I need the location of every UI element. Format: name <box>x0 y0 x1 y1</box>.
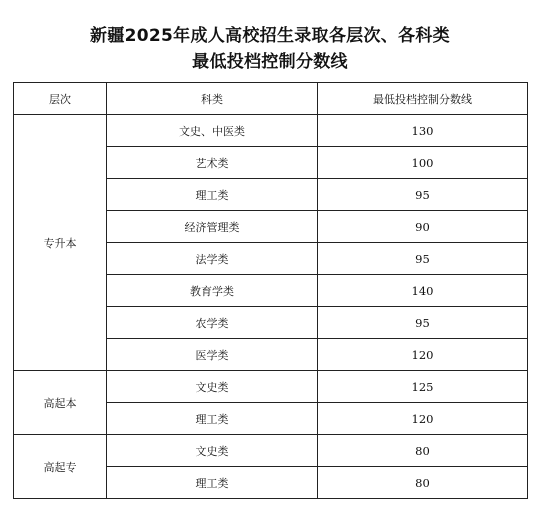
score-cell: 120 <box>318 403 528 435</box>
score-cell: 95 <box>318 243 528 275</box>
subject-cell: 法学类 <box>107 243 318 275</box>
score-cell: 80 <box>318 435 528 467</box>
table-row <box>14 115 528 147</box>
subject-cell: 教育学类 <box>107 275 318 307</box>
document-subtitle: 最低投档控制分数线 <box>192 52 348 72</box>
subject-cell: 文史类 <box>107 371 318 403</box>
score-cell: 120 <box>318 339 528 371</box>
table-row <box>14 371 528 403</box>
score-cell: 80 <box>318 467 528 499</box>
score-table <box>13 82 528 499</box>
subject-cell: 艺术类 <box>107 147 318 179</box>
document-title: 新疆2025年成人高校招生录取各层次、各科类 <box>90 26 450 46</box>
table-row <box>14 435 528 467</box>
score-cell: 95 <box>318 179 528 211</box>
level-cell: 高起本 <box>14 371 107 435</box>
score-cell: 90 <box>318 211 528 243</box>
subject-cell: 理工类 <box>107 403 318 435</box>
header-score: 最低投档控制分数线 <box>318 83 528 115</box>
table-header-row <box>14 83 528 115</box>
score-cell: 100 <box>318 147 528 179</box>
score-cell: 95 <box>318 307 528 339</box>
subject-cell: 理工类 <box>107 467 318 499</box>
subject-cell: 农学类 <box>107 307 318 339</box>
subject-cell: 理工类 <box>107 179 318 211</box>
subject-cell: 文史类 <box>107 435 318 467</box>
subject-cell: 医学类 <box>107 339 318 371</box>
score-cell: 130 <box>318 115 528 147</box>
subject-cell: 经济管理类 <box>107 211 318 243</box>
subject-cell: 文史、中医类 <box>107 115 318 147</box>
score-cell: 140 <box>318 275 528 307</box>
header-subject: 科类 <box>107 83 318 115</box>
level-cell: 高起专 <box>14 435 107 499</box>
level-cell: 专升本 <box>14 115 107 371</box>
header-level: 层次 <box>14 83 107 115</box>
score-cell: 125 <box>318 371 528 403</box>
